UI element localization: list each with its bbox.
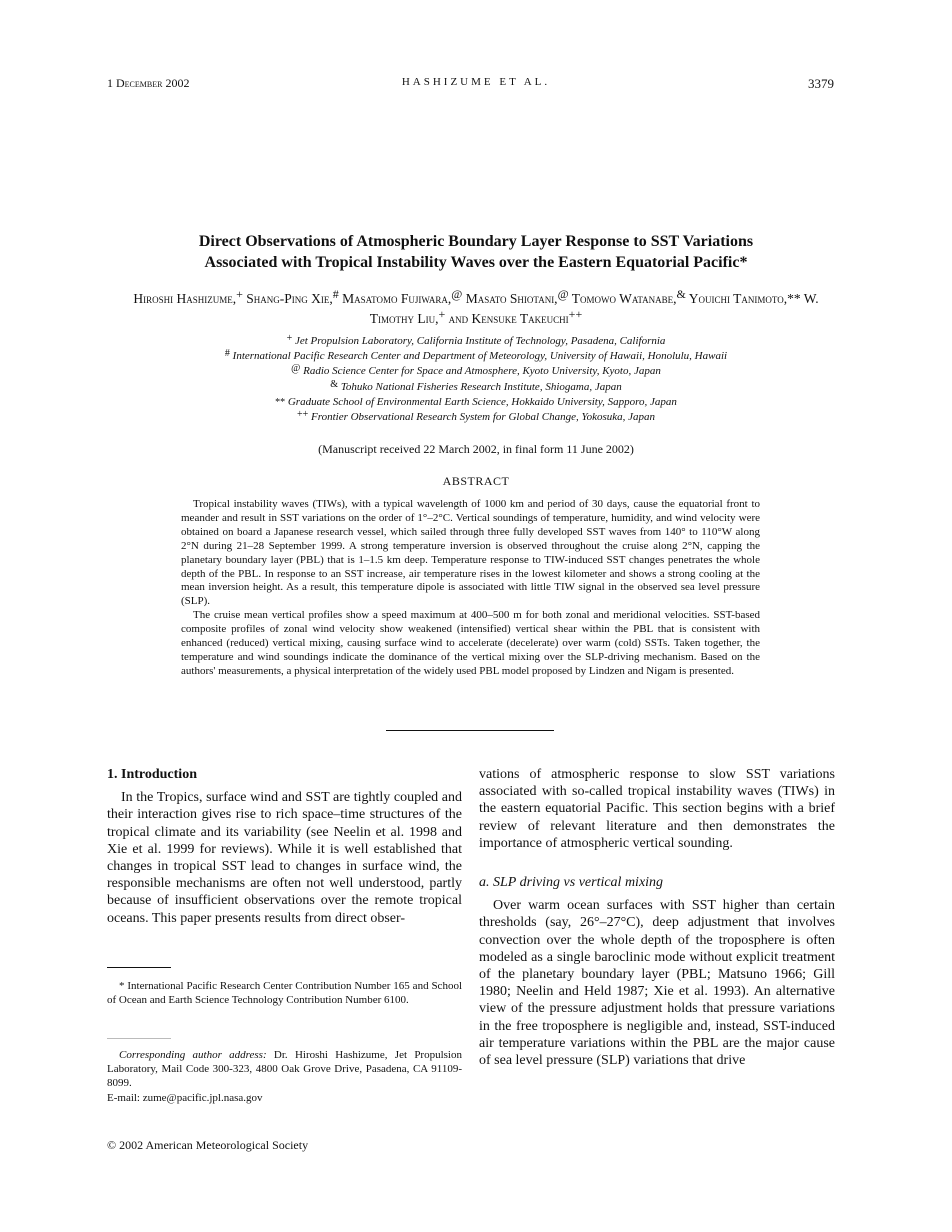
affiliation: ** Graduate School of Environmental Earth Science, Hokkaido University, Sapporo, Japan xyxy=(275,395,677,408)
corr-address: Dr. Hiroshi Hashizume, Jet Propulsion Laboratory, Mail Code 300-323, 4800 Oak Grove Drive, Pasadena, CA 91109-8099. xyxy=(107,1049,462,1090)
running-header-date: 1 December 2002 xyxy=(107,76,190,90)
author-name: Tomowo Watanabe, xyxy=(571,291,677,306)
manuscript-received: (Manuscript received 22 March 2002, in final form 11 June 2002) xyxy=(318,442,634,456)
authors-line-1 xyxy=(110,289,842,329)
abstract-body xyxy=(181,498,760,679)
footnote-contribution: * International Pacific Research Center Contribution Number 165 and School of Ocean and Earth Science Technology Contribution Number 6100. xyxy=(107,980,462,1007)
author-name: W. Timothy Liu, xyxy=(369,291,819,326)
section-divider xyxy=(386,730,554,731)
author-mark: ++ xyxy=(568,307,583,321)
affiliation: + Jet Propulsion Laboratory, California Institute of Technology, Pasadena, California xyxy=(286,333,666,347)
author-name: Masato Shiotani, xyxy=(465,291,558,306)
abstract-heading: ABSTRACT xyxy=(442,474,510,488)
author-name: Masatomo Fujiwara, xyxy=(342,291,452,306)
title-line-2: Associated with Tropical Instability Waves over the Eastern Equatorial Pacific* xyxy=(204,254,748,271)
abstract-paragraph: Tropical instability waves (TIWs), with a typical wavelength of 1000 km and period of 30 days, cause the equatorial front to meander and result in SST variations on the order of 1°–2°C. Vertical soundings of temperature, humidity, and wind velocity were obtained on board a Japanese research vessel, which sailed through three fully developed SST waves from 140° to 110°W along 2°N during 21–28 September 1999. A strong temperature inversion is observed throughout the cruise along 2°N, capping the planetary boundary layer (PBL) that is 1–1.5 km deep. Temperature response to TIW-induced SST changes penetrates the whole depth of the PBL. In response to an SST increase, air temperature rises in the lowest kilometer and shows a strong cooling at the mean inversion height. As a result, this temperature dipole is associated with little TIW signal in the observed sea level pressure (SLP). xyxy=(181,498,760,608)
author-mark: & xyxy=(676,287,686,301)
author-list xyxy=(110,289,842,329)
author-name: and Kensuke Takeuchi xyxy=(448,311,569,326)
right-column xyxy=(479,766,835,1069)
author-mark: @ xyxy=(557,287,569,301)
body-paragraph: Over warm ocean surfaces with SST higher than certain thresholds (say, 26°–27°C), deep adjustment that involves convection over the whole depth of the troposphere is often modeled as a single baroclinic mode without explicit treatment of the planetary boundary layer (PBL; Matsuno 1966; Gill 1980; Neelin and Held 1987; Xie et al. 1993). An alternative view of the pressure adjustment holds that pressure variations in the free troposphere is negligible and, instead, SST-induced air temperature variations within the PBL are the major cause of sea level pressure (SLP) variations that drive xyxy=(479,898,835,1069)
footnote-rule xyxy=(107,967,171,968)
author-name: Hiroshi Hashizume, xyxy=(133,291,237,306)
subsection-heading: a. SLP driving vs vertical mixing xyxy=(479,875,664,891)
footnote-rule xyxy=(107,1038,171,1039)
corr-email: E-mail: zume@pacific.jpl.nasa.gov xyxy=(107,1091,263,1104)
title-line-1: Direct Observations of Atmospheric Boundary Layer Response to SST Variations xyxy=(198,233,754,250)
affiliation: @ Radio Science Center for Space and Atmosphere, Kyoto University, Kyoto, Japan xyxy=(291,363,661,378)
author-mark: ** xyxy=(787,291,801,306)
author-mark: @ xyxy=(451,287,463,301)
running-header-authors: HASHIZUME ET AL. xyxy=(401,76,551,88)
body-paragraph: In the Tropics, surface wind and SST are tightly coupled and their interaction gives rise to rich space–time structures of the tropical climate and its variability (see Neelin et al. 1998 and Xie et al. 1999 for reviews). While it is well established that changes in tropical SST lead to changes in surface wind, the responsible mechanisms are often not well understood, partly because of insufficient observations over the remote tropical oceans. This paper presents results from direct obser- xyxy=(107,790,462,926)
section-heading: 1. Introduction xyxy=(107,767,197,782)
abstract-paragraph: The cruise mean vertical profiles show a speed maximum at 400–500 m for both zonal and meridional velocities. SST-based composite profiles of zonal wind velocity show weakened (intensified) vertical shear within the PBL that is consistent with enhanced (reduced) vertical mixing, causing surface wind to accelerate (decelerate) over warm (cold) SSTs. Taken together, the temperature and wind soundings indicate the dominance of the vertical mixing over the SLP-driving mechanism. Based on the authors' measurements, a physical interpretation of the widely used PBL model proposed by Lindzen and Nigam is presented. xyxy=(181,609,760,677)
author-mark: + xyxy=(438,307,446,321)
body-paragraph: vations of atmospheric response to slow SST variations associated with so-called tropical instability waves (TIWs) in the eastern equatorial Pacific. This section begins with a brief review of relevant literature and then demonstrates the importance of atmospheric vertical sounding. xyxy=(479,767,835,851)
affiliation-list xyxy=(100,334,852,425)
author-name: Youichi Tanimoto, xyxy=(688,291,788,306)
footnote-correspondence xyxy=(107,1048,462,1105)
author-name: Shang-Ping Xie, xyxy=(246,291,333,306)
paper-title xyxy=(80,231,872,273)
copyright-notice: © 2002 American Meteorological Society xyxy=(107,1138,309,1152)
left-column xyxy=(107,766,462,927)
author-mark: + xyxy=(236,287,243,301)
author-mark: # xyxy=(332,287,339,301)
affiliation: & Tohuko National Fisheries Research Institute, Shiogama, Japan xyxy=(330,378,622,393)
affiliation: # International Pacific Research Center and Department of Meteorology, University of Hawaii, Honolulu, Hawaii xyxy=(224,348,728,363)
page-number: 3379 xyxy=(808,76,834,91)
affiliation: ++ Frontier Observational Research System for Global Change, Yokosuka, Japan xyxy=(296,409,656,424)
corr-label: Corresponding author address: xyxy=(119,1049,267,1061)
